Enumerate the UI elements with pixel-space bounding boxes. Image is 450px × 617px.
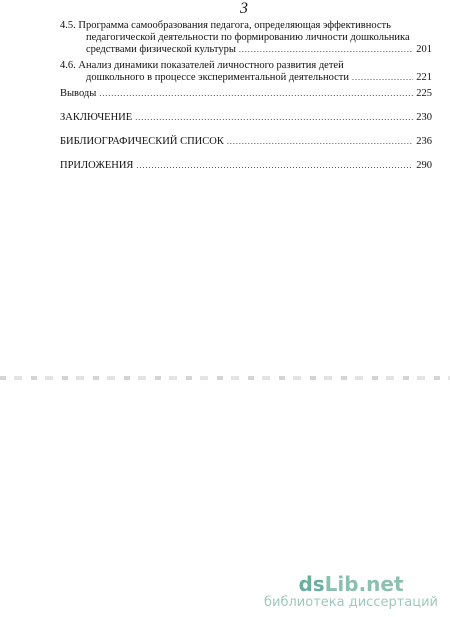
toc-entry-zaklyuchenie	[60, 112, 432, 124]
toc-page-number: 201	[416, 44, 432, 55]
scan-artifact-strip	[0, 376, 450, 380]
toc-entry-text: ПРИЛОЖЕНИЯ	[60, 160, 134, 171]
toc-entry-prilozheniya	[60, 160, 432, 172]
dslib-watermark	[264, 573, 438, 611]
dot-leader	[227, 136, 413, 148]
toc-page-number: 236	[416, 136, 432, 147]
toc-entry-4-5-line-2	[60, 32, 432, 44]
dot-leader	[99, 88, 413, 100]
toc-entry-text: Выводы	[60, 88, 97, 99]
toc-entry-text: педагогической деятельности по формированию личности дошкольника	[86, 32, 410, 43]
watermark-brand	[264, 573, 438, 595]
toc-page-number: 290	[416, 160, 432, 171]
toc-entry-biblio	[60, 136, 432, 148]
toc-entry-4-6-line-2	[60, 72, 432, 84]
toc-entry-text: БИБЛИОГРАФИЧЕСКИЙ СПИСОК	[60, 136, 224, 147]
toc-entry-text: средствами физической культуры	[86, 44, 236, 55]
toc-entry-text: 4.5. Программа самообразования педагога, определяющая эффективность	[60, 20, 391, 31]
toc-entry-4-6-line-1	[60, 60, 432, 72]
toc-entry-text: ЗАКЛЮЧЕНИЕ	[60, 112, 133, 123]
toc-page-number: 221	[416, 72, 432, 83]
table-of-contents	[60, 20, 432, 172]
watermark-brand-ds: ds	[298, 572, 325, 596]
dot-leader	[136, 160, 413, 172]
toc-page-number: 230	[416, 112, 432, 123]
toc-entry-vyvody	[60, 88, 432, 100]
toc-entry-4-5-line-3	[60, 44, 432, 56]
toc-entry-text: 4.6. Анализ динамики показателей личностного развития детей	[60, 60, 344, 71]
dot-leader	[352, 72, 413, 84]
page-number: 3	[240, 0, 248, 17]
watermark-tagline: библиотека диссертаций	[264, 595, 438, 610]
toc-page-number: 225	[416, 88, 432, 99]
dot-leader	[135, 112, 413, 124]
dot-leader	[239, 44, 413, 56]
toc-entry-4-5-line-1	[60, 20, 432, 32]
watermark-brand-rest: Lib.net	[324, 572, 404, 596]
toc-entry-text: дошкольного в процессе экспериментальной деятельности	[86, 72, 349, 83]
